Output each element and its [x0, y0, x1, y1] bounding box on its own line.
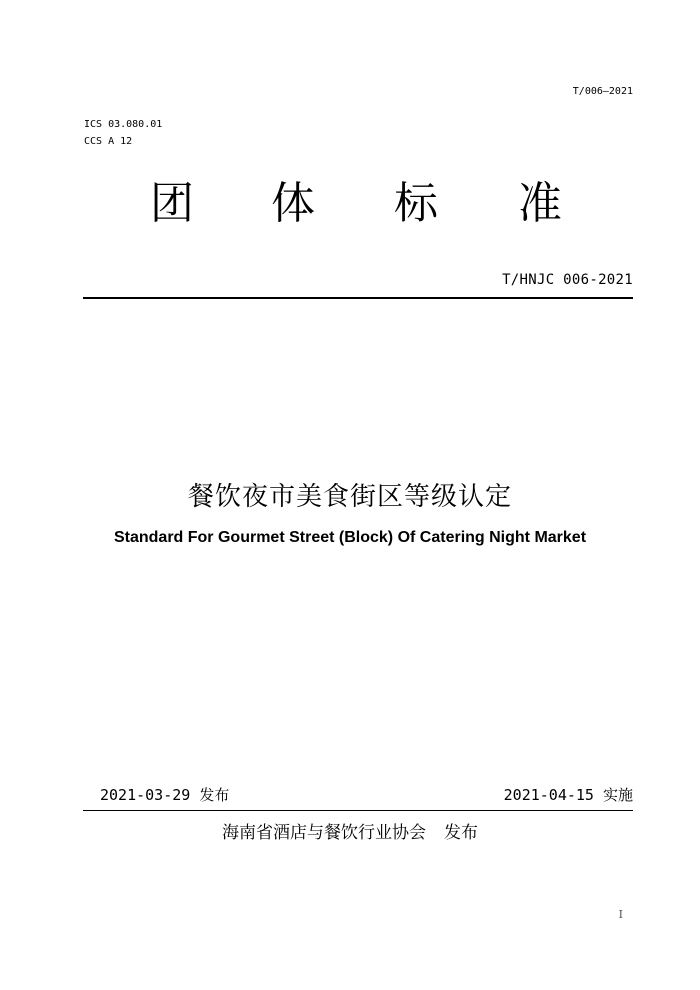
issuer-line — [0, 818, 700, 843]
standard-number: T/HNJC 006-2021 — [502, 272, 633, 288]
title-english: Standard For Gourmet Street (Block) Of Catering Night Market — [113, 529, 587, 546]
ccs-code: CCS A 12 — [84, 136, 133, 147]
bottom-divider — [83, 810, 633, 811]
doc-type-char: 体 — [271, 178, 315, 229]
classification-block — [84, 116, 162, 150]
publish-date: 2021-03-29 发布 — [100, 786, 230, 804]
effective-date: 2021-04-15 实施 — [503, 786, 633, 804]
issuer-action: 发布 — [444, 823, 478, 843]
doc-type-char: 团 — [150, 178, 194, 229]
issuer-name: 海南省酒店与餐饮行业协会 — [222, 823, 426, 843]
ics-code: ICS 03.080.01 — [84, 119, 163, 130]
header-document-code: T/006—2021 — [572, 86, 633, 97]
top-divider — [83, 297, 633, 299]
doc-type-char: 准 — [518, 178, 562, 229]
doc-type-char: 标 — [394, 178, 438, 229]
page-number: I — [618, 908, 623, 921]
document-type-heading — [84, 176, 632, 232]
title-chinese: 餐饮夜市美食街区等级认定 — [187, 482, 512, 512]
